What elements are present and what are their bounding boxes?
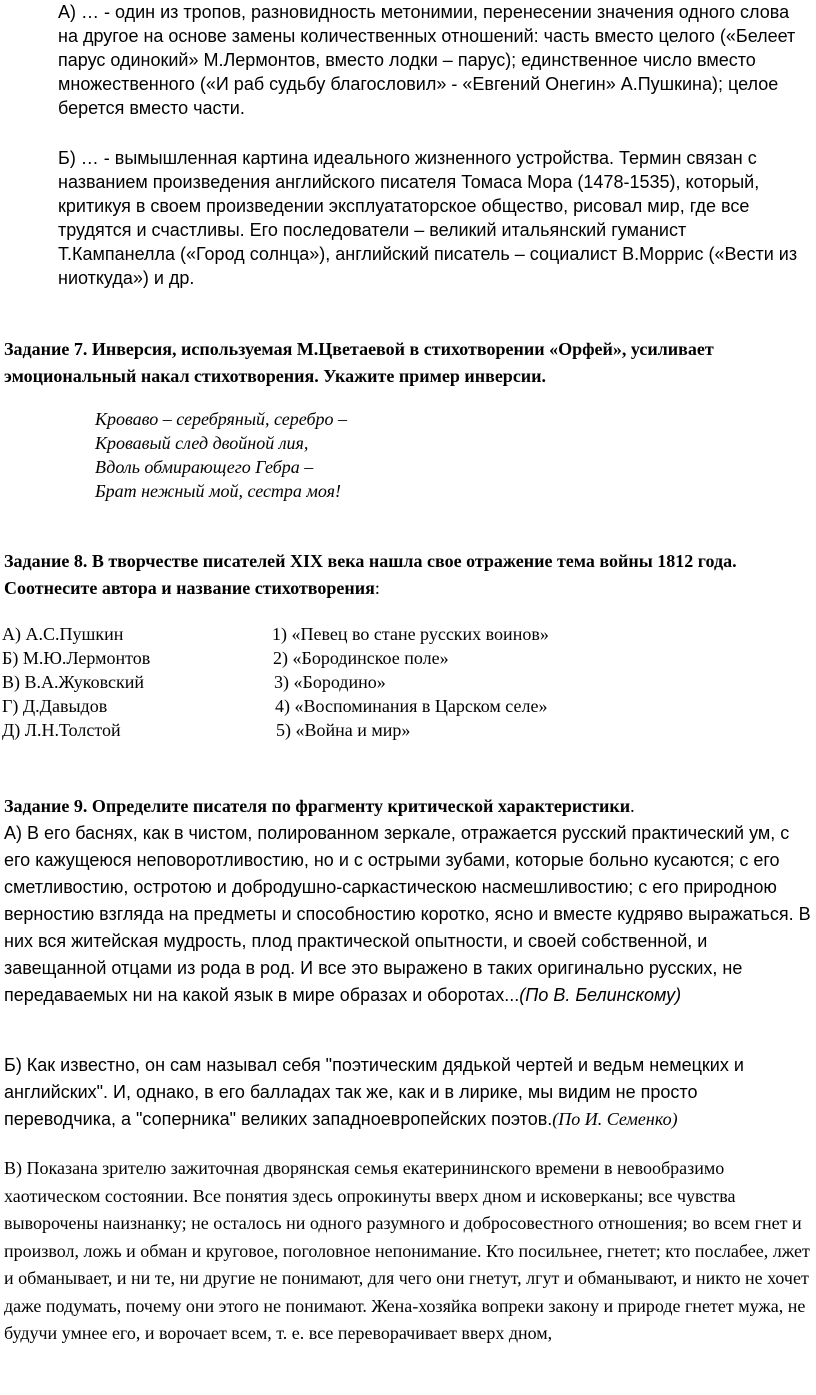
- term-definition-b-text: Б) … - вымышленная картина идеального жизненного устройства. Термин связан с названием произведения английского писателя Томаса Мора (1478-1535), который, критикуя в своем произведении эксплуататорское общество, рисовал мир, где все трудятся и счастливы. Его последователи – великий итальянский гуманист Т.Кампанелла («Город солнца»), английский писатель – социалист В.Моррис («Вести из ниоткуда») и др.: [58, 148, 798, 288]
- task-8-heading: [4, 548, 812, 602]
- poem-title-option: 3) «Бородино»: [274, 672, 386, 692]
- author-option: Д) Л.Н.Толстой: [2, 720, 121, 740]
- fragment-b: [4, 1052, 812, 1133]
- poem-title-option: 5) «Война и мир»: [276, 720, 411, 740]
- matching-table: [2, 622, 810, 742]
- fragment-a-text: А) В его баснях, как в чистом, полированном зеркале, отражается русский практический ум, с его кажущеюся неповоротливостию, но и с острыми зубами, которые больно кусаются; с его сметливостию, остротою и добродушно-саркастическою насмешливостию; с его природною верностию взгляда на предметы и способностию коротко, ясно и вместе кудряво выражаться. В них вся житейская мудрость, плод практической опытности, и своей собственной, и завещанной отцами из рода в род. И все это выражено в таких оригинально русских, не передаваемых ни на какой язык в мире образах и оборотах...: [4, 823, 811, 1005]
- term-definition-b: [58, 146, 798, 290]
- poem-title-option: 1) «Певец во стане русских воинов»: [272, 624, 549, 644]
- author-option: Г) Д.Давыдов: [2, 696, 108, 716]
- term-definition-a-text: А) … - один из тропов, разновидность метонимии, перенесении значения одного слова на другое на основе замены количественных отношений: часть вместо целого («Белеет парус одинокий» М.Лермонтов, вместо лодки – парус); единственное число вместо множественного («И раб судьбу благословил» - «Евгений Онегин» А.Пушкина); целое берется вместо части.: [58, 2, 796, 118]
- task-9-heading: [4, 793, 812, 820]
- fragment-c-block: [4, 1155, 812, 1348]
- poem-excerpt: [95, 407, 695, 503]
- poem-title-option: 2) «Бородинское поле»: [273, 648, 449, 668]
- author-option: А) А.С.Пушкин: [2, 624, 124, 644]
- matching-row: [2, 694, 810, 718]
- matching-row: [2, 646, 810, 670]
- task-9-heading-text: Задание 9. Определите писателя по фрагменту критической характеристики: [4, 796, 631, 816]
- poem-line: Кроваво – серебряный, серебро –: [95, 409, 348, 429]
- fragment-a-source: (По В. Белинскому): [519, 985, 682, 1005]
- task-7: [4, 336, 812, 390]
- fragment-b-source: (По И. Семенко): [552, 1109, 678, 1129]
- poem-line: Брат нежный мой, сестра моя!: [95, 481, 342, 501]
- matching-row: [2, 622, 810, 646]
- matching-row: [2, 670, 810, 694]
- poem-title-option: 4) «Воспоминания в Царском селе»: [275, 696, 548, 716]
- fragment-c-text: В) Показана зрителю зажиточная дворянская семья екатерининского времени в невообразимо хаотическом состоянии. Все понятия здесь опрокинуты вверх дном и исковерканы; все чувства выворочены наизнанку; не осталось ни одного разумного и добросовестного отношения; во всем гнет и произвол, ложь и обман и круговое, поголовное непонимание. Кто посильнее, гнетет; кто послабее, лжет и обманывает, и ни те, ни другие не понимают, для чего они гнетут, лгут и обманывают, и никто не хочет даже подумать, почему они этого не понимают. Жена-хозяйка вопреки закону и природе гнетет мужа, не будучи умнее его, и ворочает всем, т. е. все переворачивает вверх дном,: [4, 1158, 810, 1343]
- author-option: В) В.А.Жуковский: [2, 672, 144, 692]
- task-9: [4, 793, 812, 1009]
- matching-row: [2, 718, 810, 742]
- task-9-heading-dot: .: [630, 796, 635, 816]
- fragment-a: [4, 820, 812, 1009]
- term-definition-a: [58, 0, 798, 120]
- task-8-heading-text: Задание 8. В творчестве писателей XIX века нашла свое отражение тема войны 1812 года. Соотнесите автора и название стихотворения: [4, 551, 737, 598]
- task-8-heading-colon: :: [374, 578, 380, 598]
- poem-line: Кровавый след двойной лия,: [95, 433, 309, 453]
- task-8: [4, 548, 812, 602]
- fragment-b-block: [4, 1052, 812, 1133]
- author-option: Б) М.Ю.Лермонтов: [2, 648, 151, 668]
- task-7-heading: Задание 7. Инверсия, используемая М.Цветаевой в стихотворении «Орфей», усиливает эмоциональный накал стихотворения. Укажите пример инверсии.: [4, 339, 714, 386]
- fragment-b-text: Б) Как известно, он сам называл себя "поэтическим дядькой чертей и ведьм немецких и английских". И, однако, в его балладах так же, как и в лирике, мы видим не просто переводчика, а "соперника" великих западноевропейских поэтов.: [4, 1055, 744, 1129]
- poem-line: Вдоль обмирающего Гебра –: [95, 457, 314, 477]
